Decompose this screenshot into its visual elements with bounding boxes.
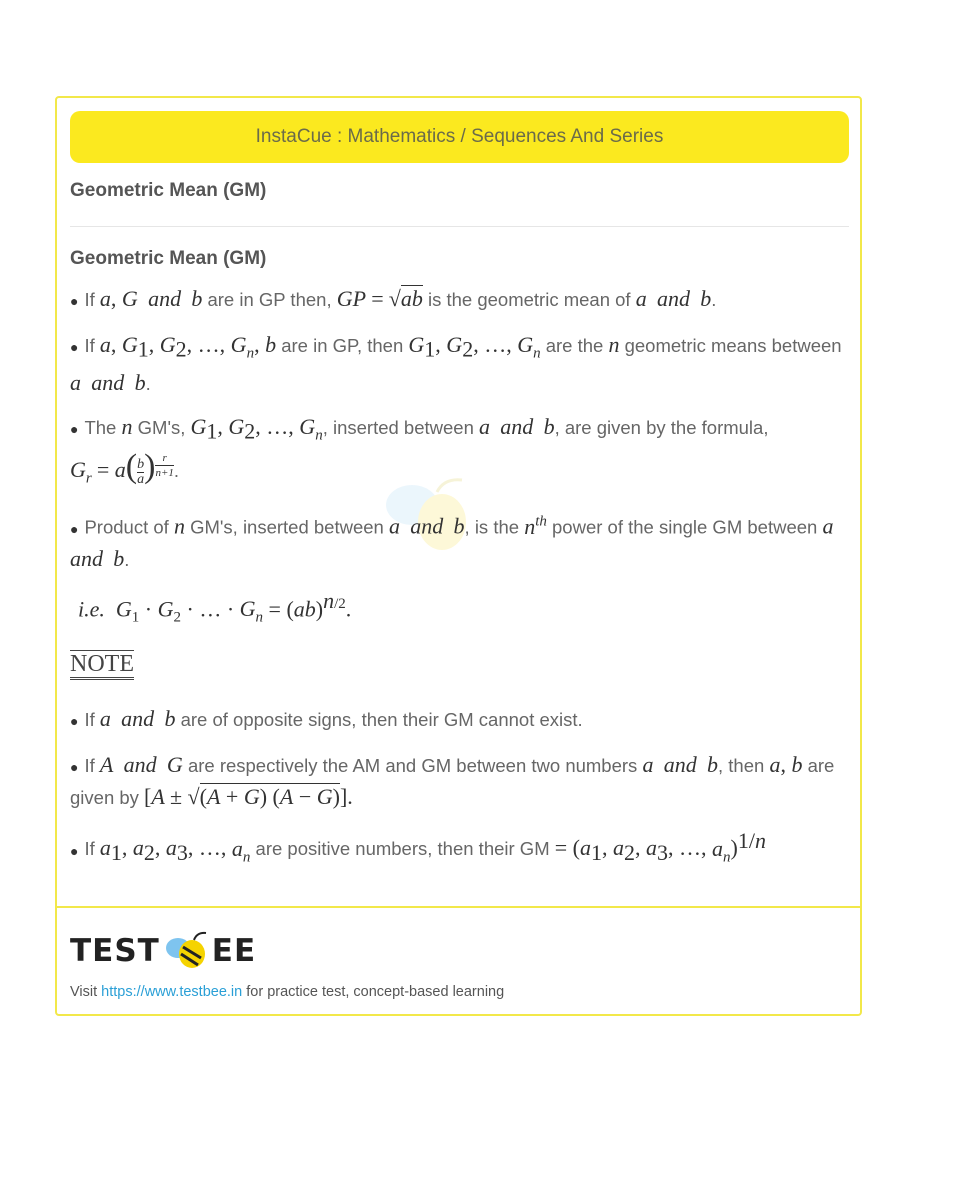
bullet-item-2: ● If a, $G_1$, $G_2$, …, $G_n$, b are in GP, then $G_1$, $G_2$, …, $G_n$ are the n geometric means between a and b. [70,332,842,396]
bullet-dot-icon: ● [70,520,79,537]
bullet-item-1: ● If a, G and b are in GP then, GP = √ab is the geometric mean of a and b. [70,286,717,311]
main-content [70,248,850,886]
section-title: Geometric Mean (GM) [70,180,267,201]
bullet-item-4: ● Product of n GM's, inserted between a and b, is the $n^{th}$ power of the single GM between a and b. [70,513,834,571]
testbee-logo: TEST EE [70,930,256,972]
divider [70,226,849,227]
testbee-link[interactable]: https://www.testbee.in [101,984,243,1000]
visit-text: Visit https://www.testbee.in for practice test, concept-based learning [70,984,505,1000]
note-item-2: ● If A and G are respectively the AM and GM between two numbers a and b, then a, b are given by [A ± √(A + G) (A − G)]. [70,752,835,810]
note-item-1: ● If a and b are of opposite signs, then their GM cannot exist. [70,706,583,732]
bullet-dot-icon: ● [70,293,79,309]
bullet-dot-icon: ● [70,421,79,438]
gm-product-equation: i.e. $G_1 \cdot G_2$ · … · $G_n = (ab)^{n/2}$. [78,587,352,626]
bullet-dot-icon: ● [70,842,79,859]
header-banner [70,111,849,163]
note-heading: NOTE [70,650,134,680]
content-card [55,96,862,1016]
bullet-dot-icon: ● [70,759,79,776]
footer-divider [57,906,860,908]
bullet-dot-icon: ● [70,713,79,730]
bullet-dot-icon: ● [70,339,79,355]
header-title: InstaCue : Mathematics / Sequences And Series [255,126,664,147]
bee-icon [164,930,210,972]
content-title: Geometric Mean (GM) [70,248,267,269]
note-item-3: ● If $a_1$, $a_2$, $a_3$, …, $a_n$ are positive numbers, then their GM = ($a_1$, $a_2$, $a_3$, …, $a_n)^{1/n}$ [70,828,766,866]
bullet-item-3: ● The n GM's, $G_1$, $G_2$, …, $G_n$, inserted between a and b, are given by the formula, $G_r = a$( $\frac{b}{a}$ ) $^{\frac{r}{n+1}}$ . [70,414,769,487]
